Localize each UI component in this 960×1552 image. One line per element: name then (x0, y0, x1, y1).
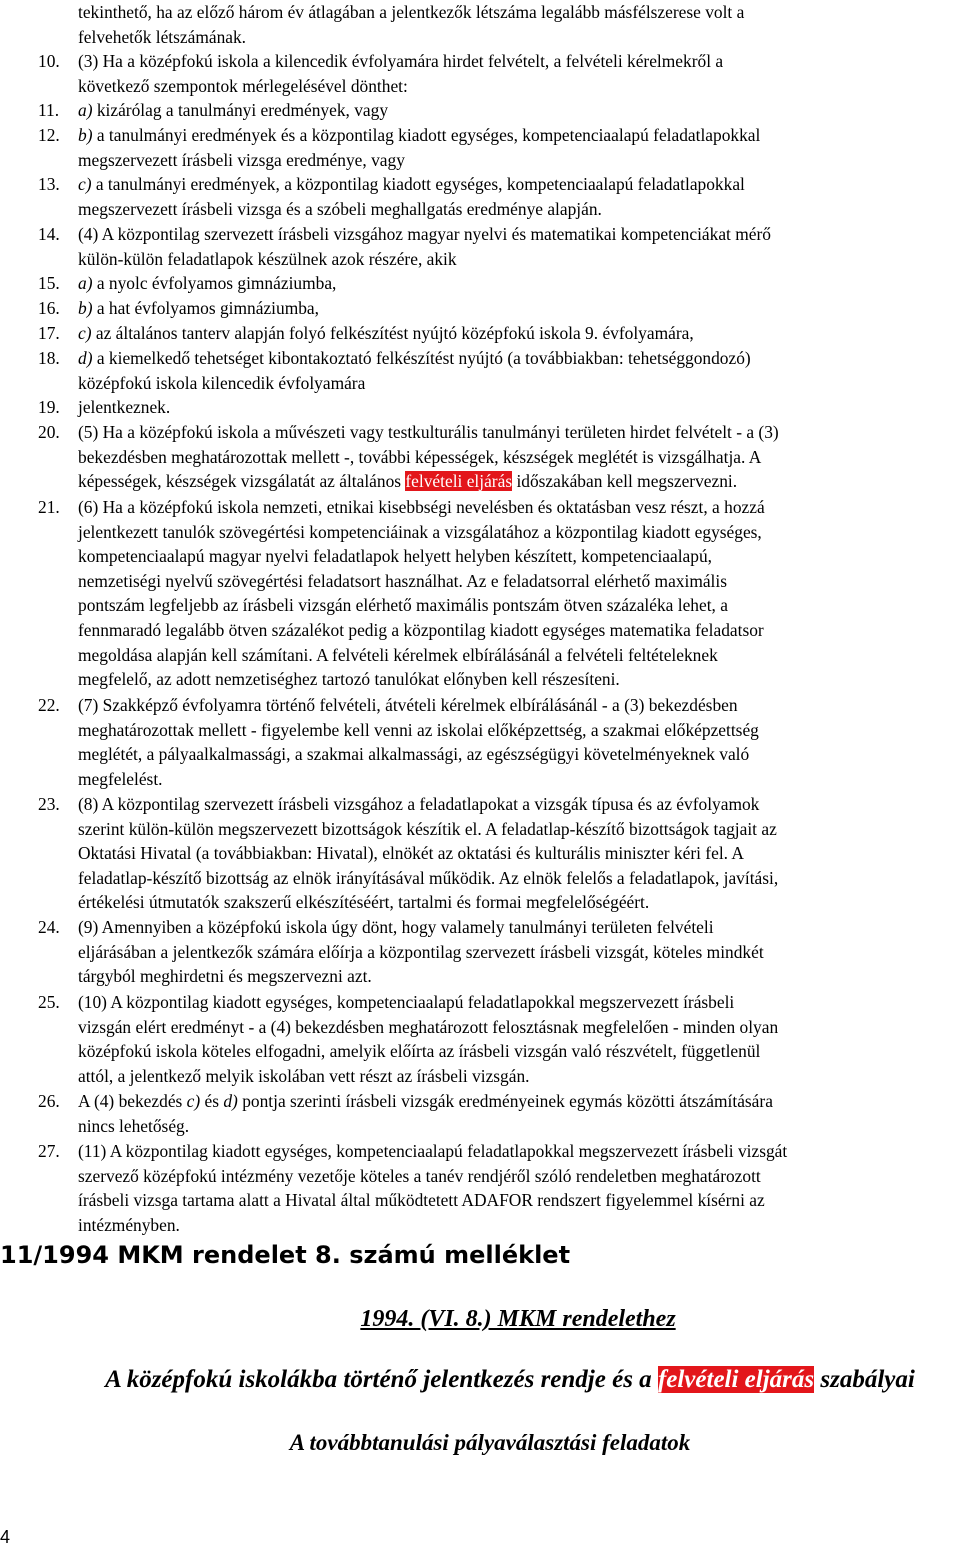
item-text: meghatározottak mellett - figyelembe kell venni az iskolai előképzettség, a szakmai előképzettség (78, 719, 759, 740)
page-number: 4 (0, 1527, 11, 1547)
item-text: jelentkeznek. (78, 397, 171, 417)
item-number: 22. (38, 695, 60, 715)
item-number: 19. (38, 397, 60, 417)
item-text: megszervezett írásbeli vizsga eredménye, vagy (78, 149, 405, 170)
item-text: (11) A központilag kiadott egységes, kompetenciaalapú feladatlapokkal megszervezett írásbeli vizsgát (78, 1141, 788, 1161)
decree-subheading: 1994. (VI. 8.) MKM rendelethez (360, 1306, 676, 1332)
item-text: bekezdésben meghatározottak mellett -, további képességek, készségek meglétét is vizsgálhatja. A (78, 446, 762, 467)
title-segment: A középfokú iskolákba történő jelentkezés rendje és a (105, 1366, 658, 1393)
continuation-line-1: tekinthető, ha az előző három év átlagában a jelentkezők létszáma legalább másfélszerese volt a (78, 2, 745, 22)
item-text: következő szempontok mérlegelésével dönthet: (78, 75, 408, 96)
item-number: 24. (38, 917, 60, 937)
item-letter: d) (78, 348, 93, 368)
item-number: 26. (38, 1091, 60, 1111)
item-number: 21. (38, 497, 60, 517)
item-text: nincs lehetőség. (78, 1115, 190, 1136)
item-number: 17. (38, 323, 60, 343)
item-number: 23. (38, 794, 60, 814)
item-number: 14. (38, 224, 60, 244)
text-segment: időszakában kell megszervezni. (512, 471, 738, 492)
item-number: 16. (38, 298, 60, 318)
text-segment: A (4) bekezdés (78, 1091, 187, 1111)
item-letter: b) (78, 125, 93, 145)
item-number: 12. (38, 125, 60, 145)
item-text: értékelési útmutatók szakszerű elkészítéséért, tartalmi és formai megfelelőségéért. (78, 892, 650, 913)
item-text: megfelelést. (78, 768, 163, 789)
continuation-line-2: felvehetők létszámának. (78, 26, 247, 47)
item-text: az általános tanterv alapján folyó felkészítést nyújtó középfokú iskola 9. évfolyamára, (91, 323, 694, 343)
item-text: a tanulmányi eredmények, a központilag kiadott egységes, kompetenciaalapú feladatlapokkal (91, 174, 745, 194)
item-text: (7) Szakképző évfolyamra történő felvételi, átvételi kérelmek elbírálásánál - a (3) bekezdésben (78, 695, 738, 715)
item-number: 20. (38, 422, 60, 442)
item-number: 11. (38, 100, 60, 120)
item-text: a tanulmányi eredmények és a központilag kiadott egységes, kompetenciaalapú feladatlapokkal (92, 125, 761, 145)
item-text: megfelelő, az adott nemzetiséghez tartozó tanulókat előnyben kell részesíteni. (78, 669, 620, 690)
item-text: (6) Ha a középfokú iskola nemzeti, etnikai kisebbségi nevelésben és oktatásban vesz részt, a hozzá (78, 497, 765, 517)
item-text: (10) A központilag kiadott egységes, kompetenciaalapú feladatlapokkal megszervezett írásbeli (78, 992, 735, 1012)
item-text: (9) Amennyiben a középfokú iskola úgy dönt, hogy valamely tanulmányi területen felvételi (78, 917, 714, 937)
item-letter: c) (186, 1091, 201, 1111)
item-text: a hat évfolyamos gimnáziumba, (92, 298, 319, 318)
item-text: fennmaradó legalább ötven százalékot pedig a központilag kiadott egységes matematika feladatsor (78, 619, 764, 640)
item-text: a kiemelkedő tehetséget kibontakoztató felkészítést nyújtó (a továbbiakban: tehetséggondozó) (92, 348, 751, 368)
item-text: pontszám legfeljebb az írásbeli vizsgán elérhető maximális pontszám ötven százaléka lehet, a (78, 595, 728, 616)
item-text: megszervezett írásbeli vizsga és a szóbeli meghallgatás eredménye alapján. (78, 198, 602, 219)
text-segment: pontja szerinti írásbeli vizsgák eredményeinek egymás közötti átszámítására (237, 1091, 773, 1111)
item-text: szerint külön-külön megszervezett bizottságok készítik el. A feladatlap-készítő bizottságok tagjait az (78, 818, 777, 839)
item-number: 18. (38, 348, 60, 368)
item-text: kizárólag a tanulmányi eredmények, vagy (92, 100, 389, 120)
item-number: 25. (38, 992, 60, 1012)
item-text: meglétét, a pályaalkalmassági, a szakmai alkalmassági, az egészségügyi követelményeknek való (78, 744, 750, 765)
search-highlight: felvételi eljárás (657, 1366, 815, 1393)
item-number: 27. (38, 1141, 60, 1161)
item-letter: b) (78, 298, 93, 318)
item-text: attól, a jelentkező melyik iskolában vett részt az írásbeli vizsgán. (78, 1065, 530, 1086)
item-text: eljárásában a jelentkezők számára előírja a központilag szervezett írásbeli vizsgát, köteles mindkét (78, 941, 764, 962)
item-letter: a) (78, 273, 93, 293)
item-text: kompetenciaalapú magyar nyelvi feladatlapok helyett helyben készített, kompetenciaalapú, (78, 546, 713, 567)
item-text: írásbeli vizsga tartama alatt a Hivatal által működtetett ADAFOR rendszert figyelemmel kísérni az (78, 1190, 765, 1211)
item-number: 15. (38, 273, 60, 293)
item-text: vizsgán elért eredményt - a (4) bekezdésben meghatározott felosztásnak megfelelően - minden olyan (78, 1016, 779, 1037)
search-highlight: felvételi eljárás (405, 471, 513, 492)
document-title (30, 1364, 960, 1396)
item-text: jelentkezett tanulók szövegértési kompetenciáinak a vizsgálatához a központilag kiadott egységes, (78, 521, 762, 542)
item-number: 13. (38, 174, 60, 194)
item-text: nemzetiségi nyelvű szövegértési feladatsort használhat. Az e feladatsorral elérhető maximális (78, 570, 727, 591)
item-text-highlighted-line (78, 469, 779, 494)
item-text: középfokú iskola kilencedik évfolyamára (78, 372, 366, 393)
item-letter: a) (78, 100, 93, 120)
item-text: (8) A központilag szervezett írásbeli vizsgához a feladatlapokat a vizsgák típusa és az évfolyamok (78, 794, 760, 814)
item-text: szervező középfokú intézmény vezetője köteles a tanév rendjéről szóló rendeletben meghatározott (78, 1165, 761, 1186)
item-text: intézményben. (78, 1214, 180, 1235)
appendix-heading: 11/1994 MKM rendelet 8. számú melléklet (0, 1241, 571, 1269)
item-text: (4) A központilag szervezett írásbeli vizsgához magyar nyelvi és matematikai kompetenciákat mérő (78, 224, 771, 244)
text-segment: képességek, készségek vizsgálatát az általános (78, 471, 406, 492)
item-text: (3) Ha a középfokú iskola a kilencedik évfolyamára hirdet felvételt, a felvételi kérelmekről a (78, 51, 724, 71)
item-text: tárgyból meghirdetni és megszervezni azt. (78, 966, 372, 987)
item-text: középfokú iskola köteles elfogadni, amelyik előírta az írásbeli vizsgán való részvételt, függetlenül (78, 1041, 761, 1062)
item-text: a nyolc évfolyamos gimnáziumba, (92, 273, 337, 293)
item-letter: c) (78, 174, 92, 194)
item-text: Oktatási Hivatal (a továbbiakban: Hivatal), elnökét az oktatási és kulturális miniszter kéri fel. A (78, 843, 744, 864)
item-text: (5) Ha a középfokú iskola a művészeti vagy testkulturális tanulmányi területen hirdet felvételt - a (3) (78, 422, 779, 442)
item-text: megoldása alapján kell számítani. A felvételi kérelmek elbírálásánál a felvételi feltételeknek (78, 644, 718, 665)
item-text: külön-külön feladatlapok készülnek azok részére, akik (78, 248, 457, 269)
item-letter: d) (223, 1091, 238, 1111)
item-number: 10. (38, 51, 60, 71)
item-letter: c) (78, 323, 92, 343)
item-text: feladatlap-készítő bizottság az elnök irányításával működik. Az elnök felelős a feladatlapok, javítási, (78, 867, 779, 888)
title-segment: szabályai (814, 1366, 915, 1393)
text-segment: és (200, 1091, 224, 1111)
section-title: A továbbtanulási pályaválasztási feladatok (289, 1430, 691, 1455)
